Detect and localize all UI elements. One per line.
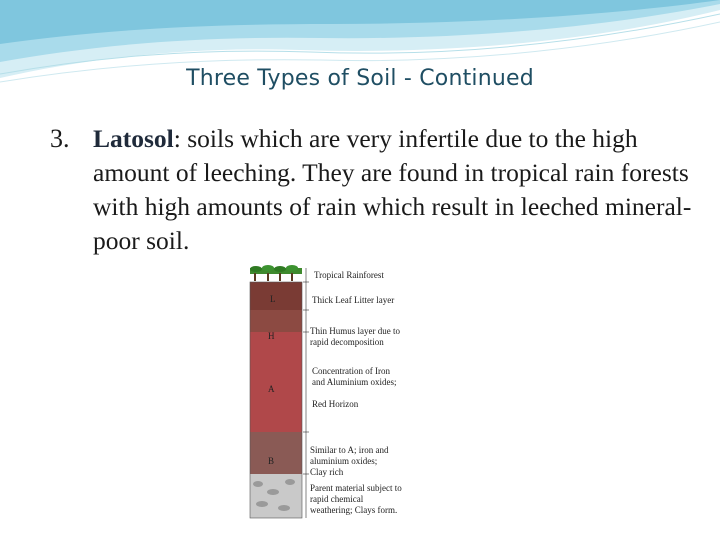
bullet-text	[93, 122, 693, 258]
horizon-letter-b: B	[268, 456, 275, 466]
horizon-letter-l: L	[270, 294, 276, 304]
label-b-line3: Clay rich	[310, 467, 344, 477]
horizon-brackets	[303, 268, 309, 518]
label-humus-line2: rapid decomposition	[310, 337, 384, 347]
soil-column	[250, 282, 302, 518]
horizon-letter-h: H	[268, 331, 275, 341]
horizon-h	[250, 310, 302, 332]
label-humus-line1: Thin Humus layer due to	[310, 326, 400, 336]
term-latosol: Latosol	[93, 124, 174, 153]
rainforest-trees-icon	[250, 265, 302, 281]
label-tropical-rainforest: Tropical Rainforest	[314, 270, 384, 280]
label-parent-line3: weathering; Clays form.	[310, 505, 398, 515]
horizon-l	[250, 282, 302, 310]
label-b-line1: Similar to A; iron and	[310, 445, 389, 455]
soil-profile-figure	[240, 262, 440, 524]
label-parent-line2: rapid chemical	[310, 494, 364, 504]
horizon-b	[250, 432, 302, 474]
label-red-horizon: Red Horizon	[312, 399, 359, 409]
slide-title: Three Types of Soil - Continued	[186, 66, 534, 91]
label-b-line2: aluminium oxides;	[310, 456, 378, 466]
label-a-line2: and Aluminium oxides;	[312, 377, 397, 387]
term-definition: : soils which are very infertile due to the high amount of leeching. They are found in tropical rain forests with high amounts of rain which result in leeched mineral-poor soil.	[93, 124, 692, 255]
horizon-letter-a: A	[268, 384, 275, 394]
label-leaf-litter: Thick Leaf Litter layer	[312, 295, 395, 305]
bullet-number: 3.	[50, 124, 70, 153]
horizon-a	[250, 332, 302, 432]
label-parent-line1: Parent material subject to	[310, 483, 402, 493]
label-a-line1: Concentration of Iron	[312, 366, 390, 376]
